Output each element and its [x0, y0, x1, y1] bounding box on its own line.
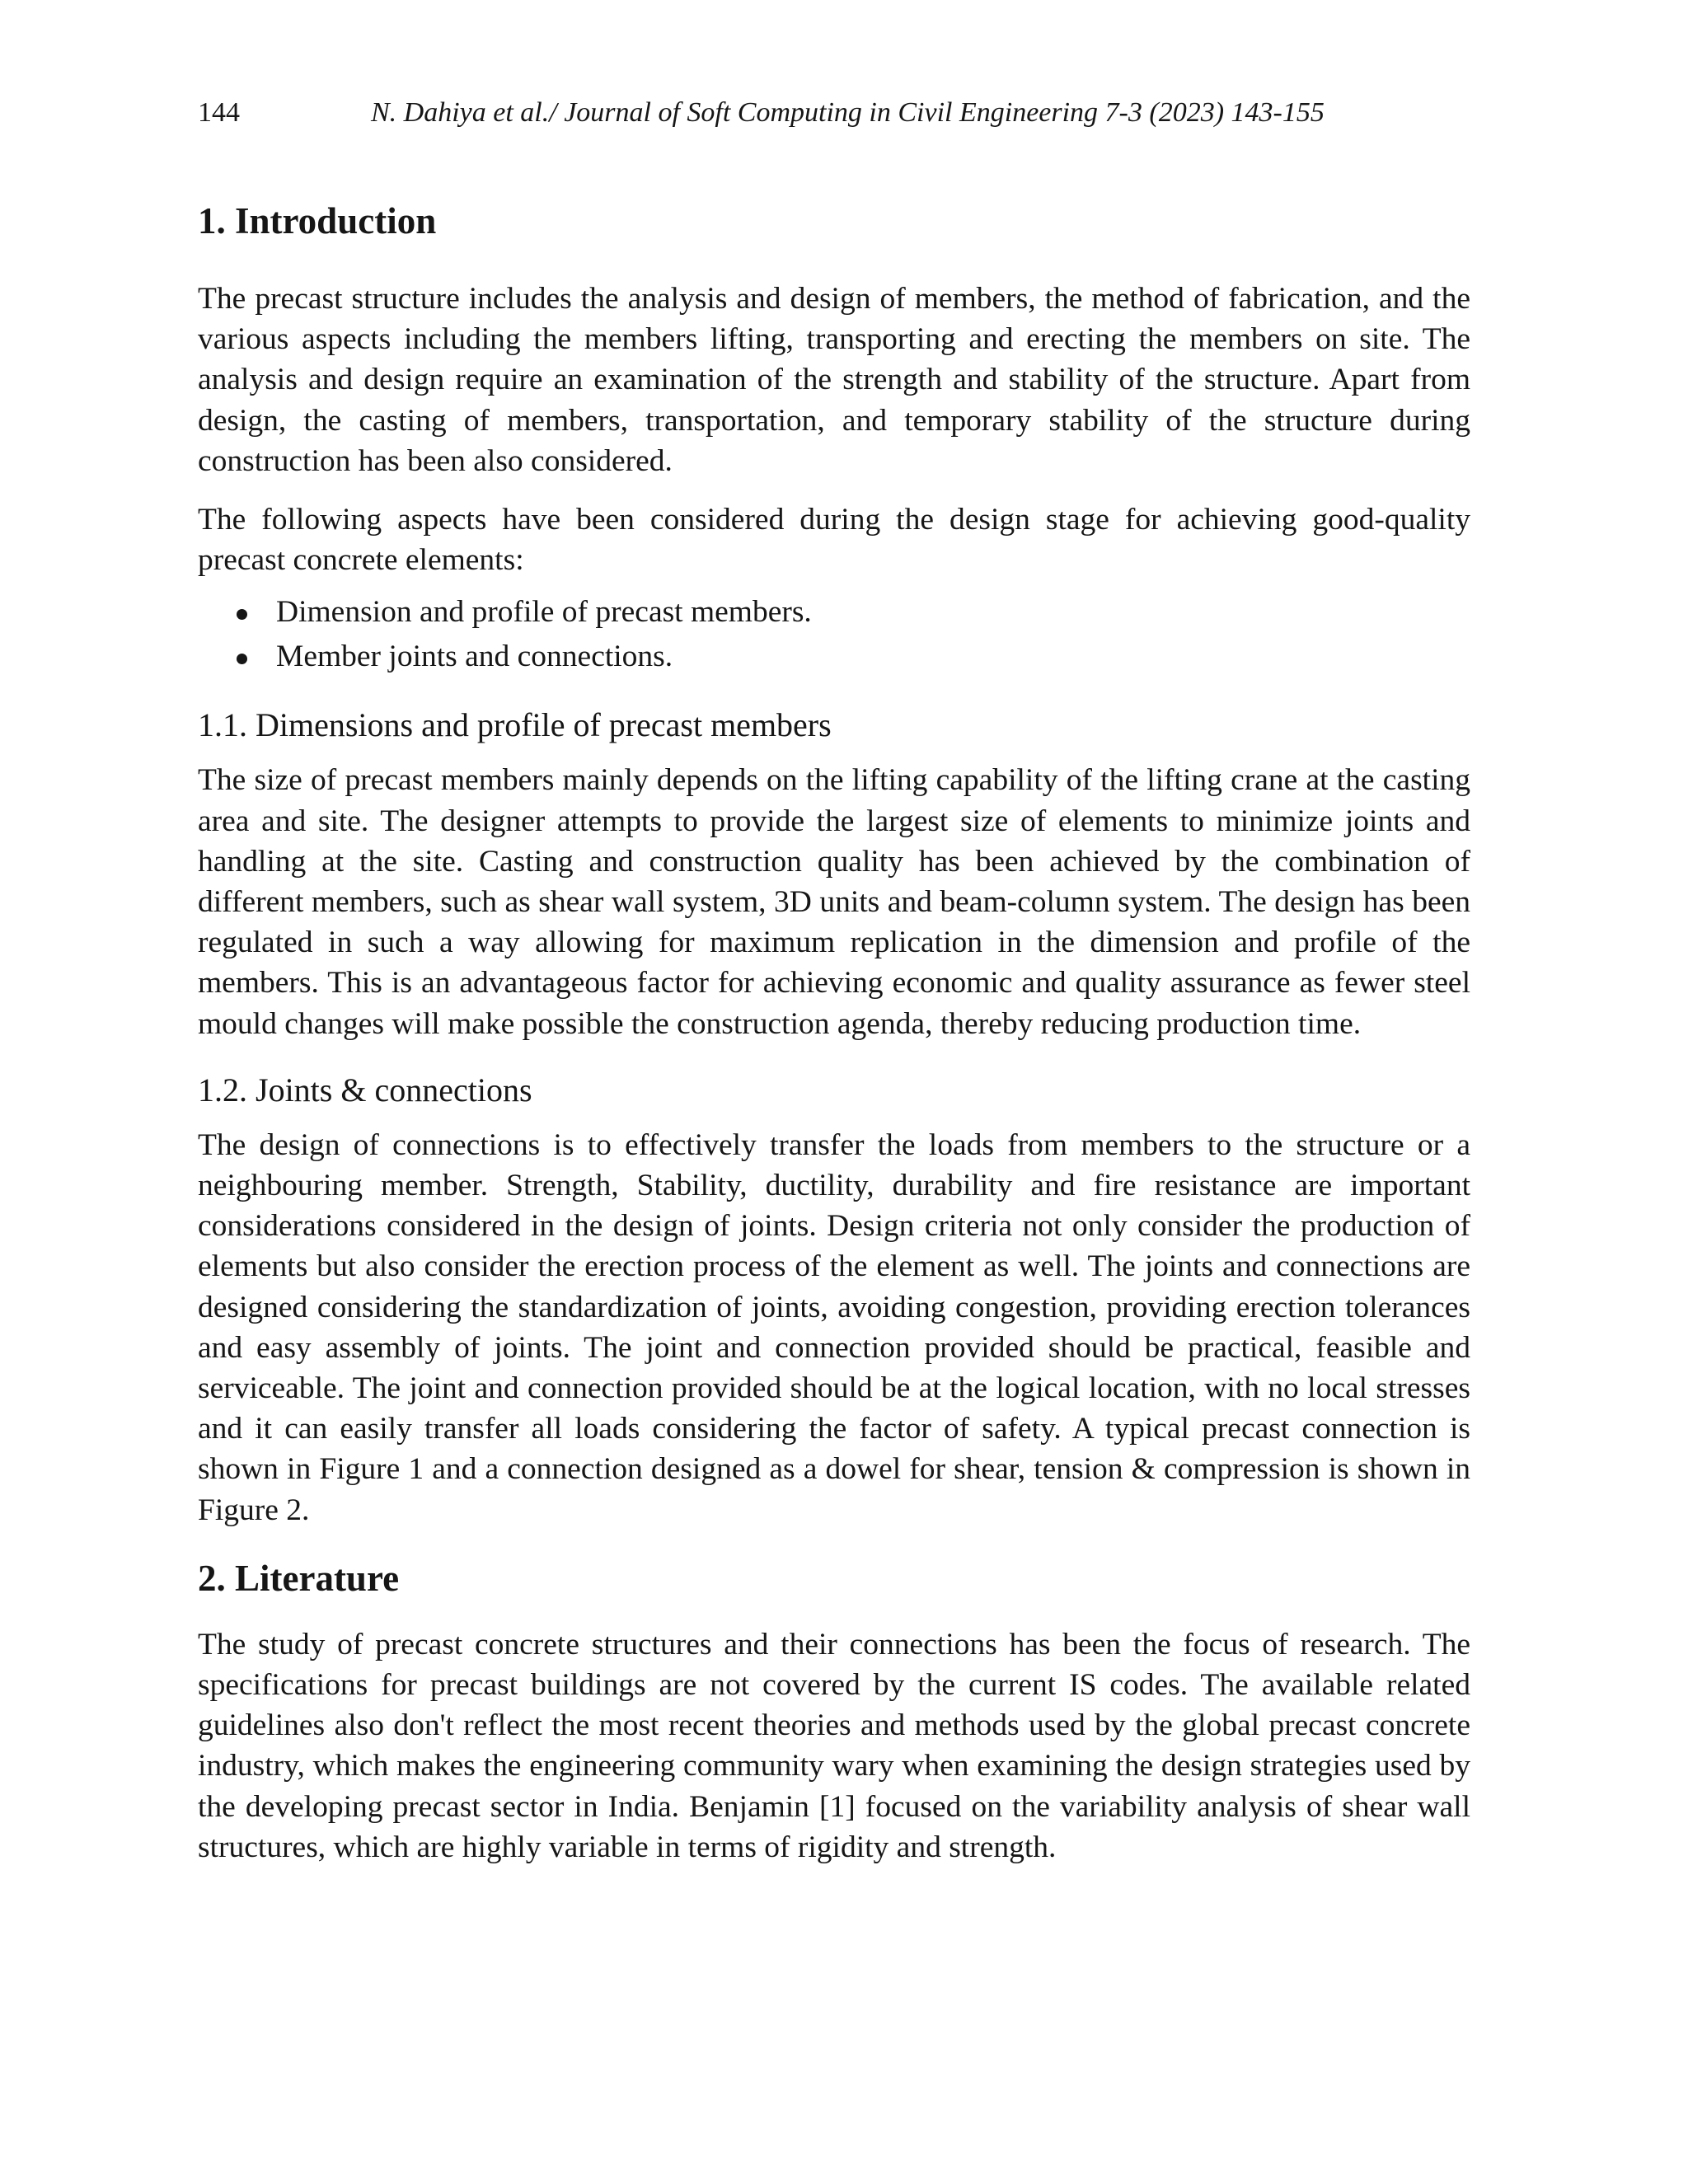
joints-paragraph: The design of connections is to effectively transfer the loads from members to the structure or a neighbouring member. Strength, Stability, ductility, durability and fire resistance are important considerations considered in the design of joints. Design criteria not only consider the production of elements but also consider the erection process of the element as well. The joints and connections are designed considering the standardization of joints, avoiding congestion, providing erection tolerances and easy assembly of joints. The joint and connection provided should be practical, feasible and serviceable. The joint and connection provided should be at the logical location, with no local stresses and it can easily transfer all loads considering the factor of safety. A typical precast connection is shown in Figure 1 and a connection designed as a dowel for shear, tension & compression is shown in Figure 2. [198, 1127, 1470, 1527]
intro-paragraph-1: The precast structure includes the analysis and design of members, the method of fabrication, and the various aspects including the members lifting, transporting and erecting the members on site. The analysis and design require an examination of the strength and stability of the structure. Apart from design, the casting of members, transportation, and temporary stability of the structure during construction has been also considered. [198, 282, 1470, 478]
running-title: N. Dahiya et al./ Journal of Soft Computing in Civil Engineering 7-3 (2023) 143-155 [371, 97, 1325, 128]
subsection-heading-dimensions: 1.1. Dimensions and profile of precast members [198, 706, 832, 744]
article-body [198, 196, 1470, 1868]
list-item [198, 590, 1470, 635]
intro-paragraph-2: The following aspects have been considered during the design stage for achieving good-quality precast concrete elements: [198, 503, 1470, 578]
page-number: 144 [198, 97, 240, 128]
section-heading-literature: 2. Literature [198, 1557, 400, 1599]
running-header [198, 97, 1470, 134]
design-aspects-list [198, 590, 1470, 679]
section-heading-introduction: 1. Introduction [198, 200, 437, 241]
list-item [198, 635, 1470, 679]
dimensions-paragraph: The size of precast members mainly depends on the lifting capability of the lifting crane at the casting area and site. The designer attempts to provide the largest size of elements to minimize joints and handling at the site. Casting and construction quality has been achieved by the combination of different members, such as shear wall system, 3D units and beam-column system. The design has been regulated in such a way allowing for maximum replication in the dimension and profile of the members. This is an advantageous factor for achieving economic and quality assurance as fewer steel mould changes will make possible the construction agenda, thereby reducing production time. [198, 763, 1470, 1041]
bullet-icon [237, 609, 247, 620]
bullet-icon [237, 654, 247, 664]
subsection-heading-joints: 1.2. Joints & connections [198, 1071, 532, 1108]
literature-paragraph: The study of precast concrete structures and their connections has been the focus of research. The specifications for precast buildings are not covered by the current IS codes. The available related guidelines also don't reflect the most recent theories and methods used by the global precast concrete industry, which makes the engineering community wary when examining the design strategies used by the developing precast sector in India. Benjamin [1] focused on the variability analysis of shear wall structures, which are highly variable in terms of rigidity and strength. [198, 1627, 1470, 1864]
list-item-text: Member joints and connections. [276, 640, 673, 674]
list-item-text: Dimension and profile of precast members. [276, 595, 812, 630]
